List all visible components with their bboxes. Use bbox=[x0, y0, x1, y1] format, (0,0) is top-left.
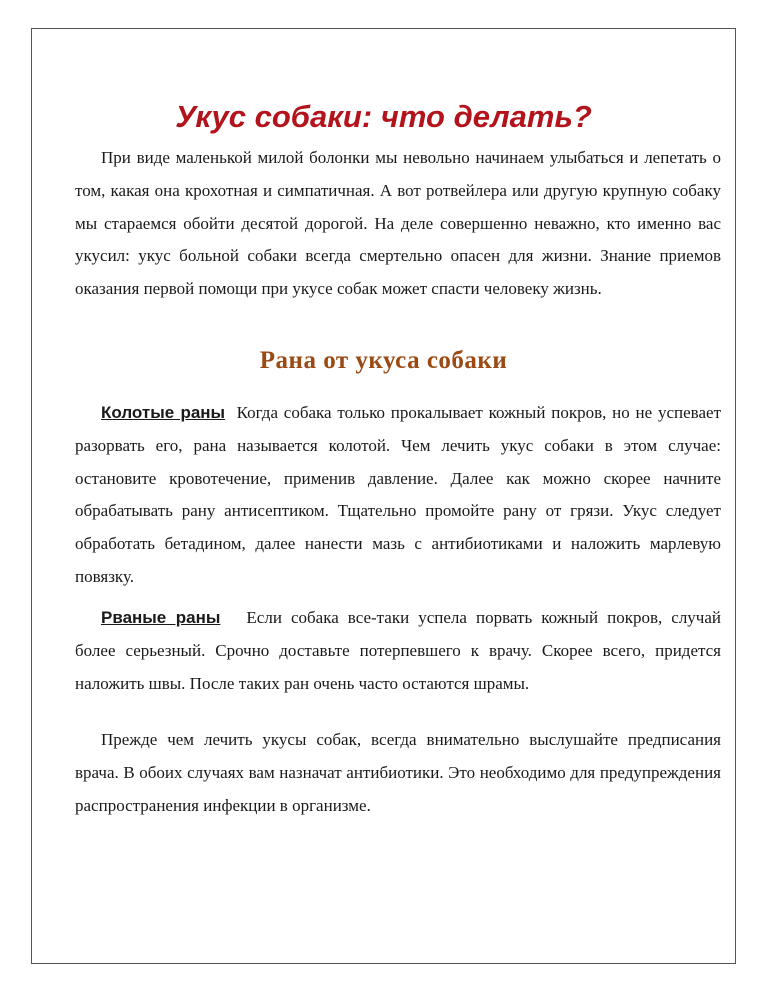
torn-wounds-text: Если собака все-таки успела порвать кожный покров, случай более серьезный. Срочно доставьте потерпевшего к врачу. Скорее всего, придется наложить швы. После таких ран очень часто остаются шрамы. bbox=[75, 608, 721, 693]
conclusion-paragraph: Прежде чем лечить укусы собак, всегда внимательно выслушайте предписания врача. В обоих случаях вам назначат антибиотики. Это необходимо для предупреждения распространения инфекции в организме. bbox=[75, 730, 721, 815]
puncture-wounds-text: Когда собака только прокалывает кожный покров, но не успевает разорвать его, рана называется колотой. Чем лечить укус собаки в этом случае: остановите кровотечение, применив давление. Далее как можно скорее начните обрабатывать рану антисептиком. Тщательно промойте рану от грязи. Укус следует обработать бетадином, далее нанести мазь с антибиотиками и наложить марлевую повязку. bbox=[75, 403, 721, 586]
puncture-wounds-paragraph bbox=[75, 397, 721, 594]
torn-wounds-term: Рваные раны bbox=[101, 608, 221, 627]
torn-wounds-paragraph bbox=[75, 602, 721, 700]
document-page bbox=[31, 28, 736, 964]
puncture-wounds-term: Колотые раны bbox=[101, 403, 226, 422]
intro-paragraph: При виде маленькой милой болонки мы невольно начинаем улыбаться и лепетать о том, какая она крохотная и симпатичная. А вот ротвейлера или другую крупную собаку мы стараемся обойти десятой дорогой. На деле совершенно неважно, кто именно вас укусил: укус больной собаки всегда смертельно опасен для жизни. Знание приемов оказания первой помощи при укусе собак может спасти человеку жизнь. bbox=[75, 148, 721, 299]
page-title: Укус собаки: что делать? bbox=[175, 99, 592, 134]
section-heading: Рана от укуса собаки bbox=[259, 347, 508, 374]
